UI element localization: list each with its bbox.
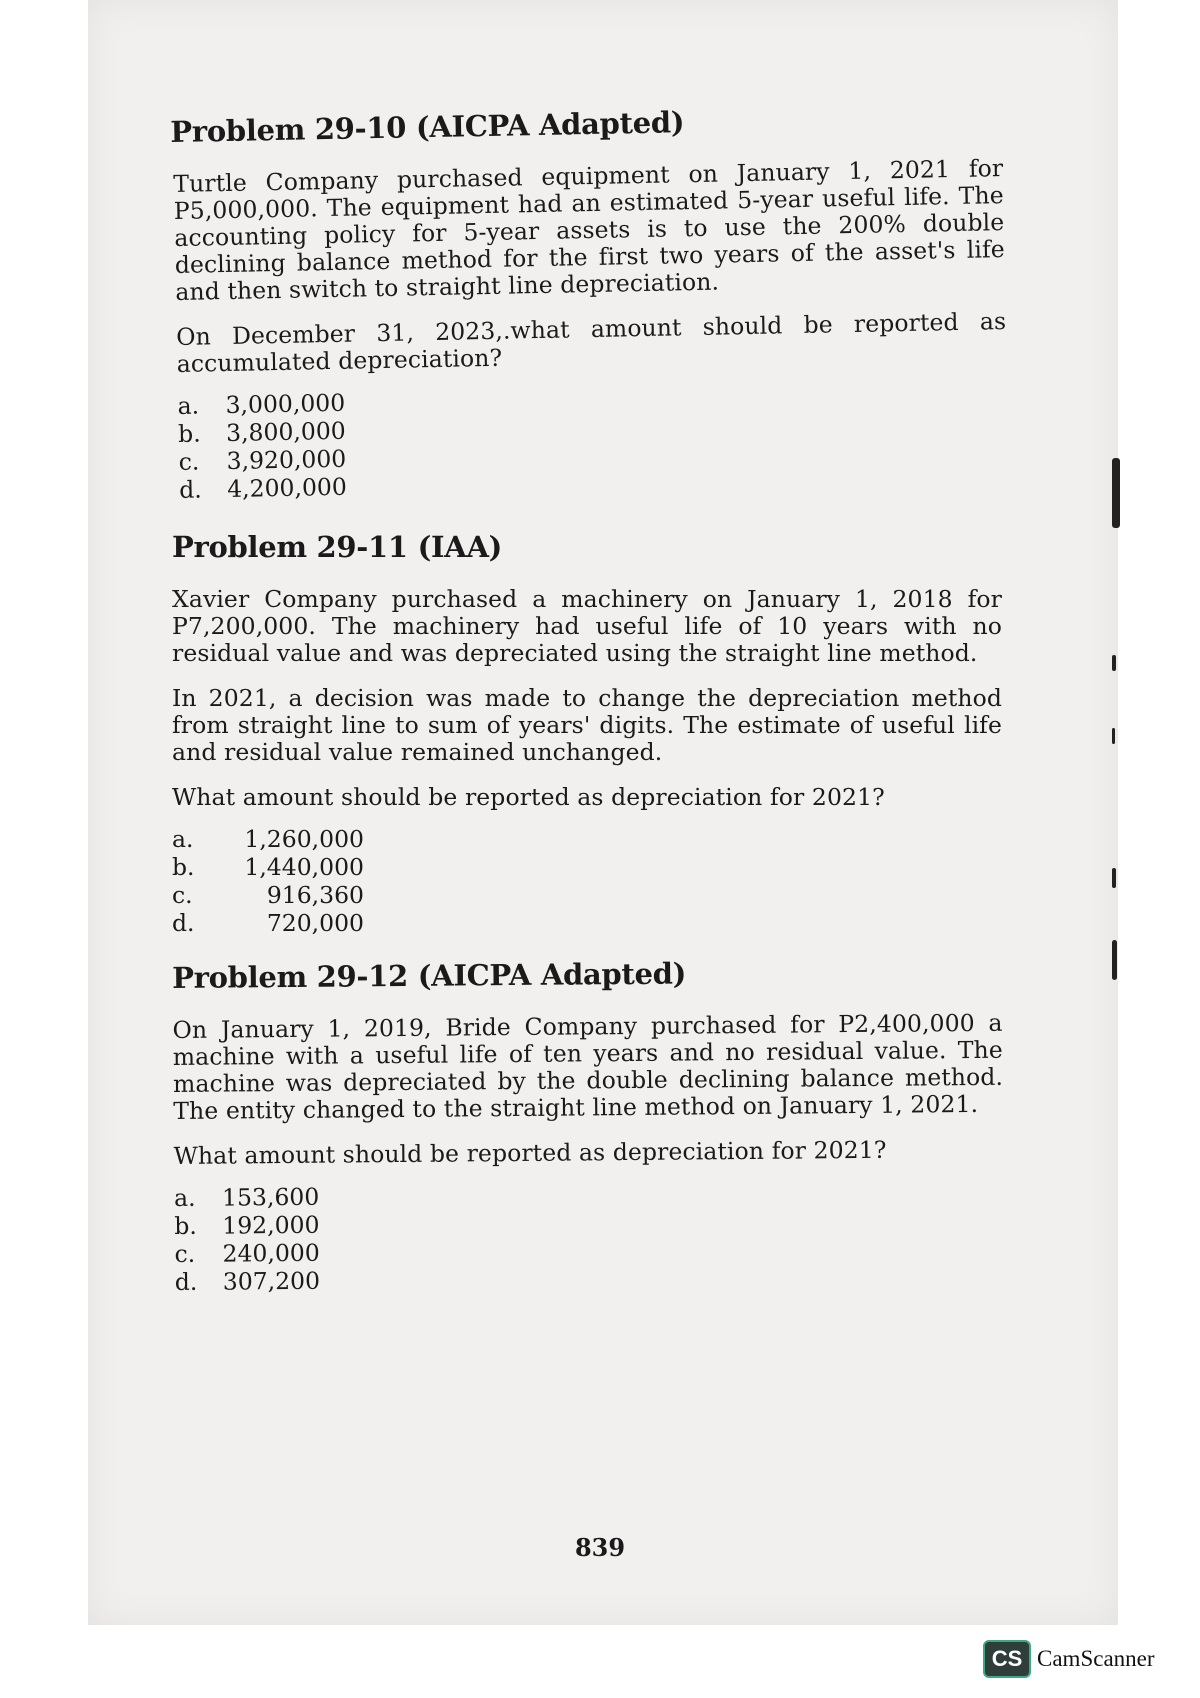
problem-29-12: [172, 954, 1005, 1296]
camscanner-logo-icon: CS: [983, 1640, 1031, 1678]
problem-29-11: [172, 530, 1002, 937]
problem-statement-2: In 2021, a decision was made to change the depreciation method from straight line to sum of years' digits. The estimate of useful life and residual value remained unchanged.: [172, 684, 1002, 766]
choice-letter: b.: [177, 419, 201, 448]
choice-letter: d.: [172, 909, 195, 937]
choice-value: 3,800,000: [225, 416, 346, 448]
binding-shadow-mark: [1112, 655, 1116, 671]
problem-title: Problem 29-10 (AICPA Adapted): [170, 105, 685, 150]
choice-value: 3,920,000: [226, 444, 347, 476]
answer-choices: [177, 376, 1009, 504]
problem-title: Problem 29-11 (IAA): [172, 530, 503, 564]
problem-question: What amount should be reported as depreciation for 2021?: [172, 783, 885, 811]
camscanner-label: CamScanner: [1037, 1646, 1155, 1671]
answer-choice-d: [172, 909, 1002, 937]
answer-choices: [172, 825, 1002, 937]
answer-choice-b: [172, 853, 1002, 881]
answer-choice-c: [172, 881, 1002, 909]
binding-shadow-mark: [1112, 940, 1117, 980]
choice-value: 153,600: [221, 1182, 320, 1212]
choice-letter: b.: [172, 853, 195, 881]
choice-value: 3,000,000: [225, 388, 346, 420]
choice-letter: d.: [178, 475, 202, 504]
answer-choice-a: [172, 825, 1002, 853]
choice-letter: c.: [172, 881, 193, 909]
choice-value: 192,000: [222, 1210, 320, 1240]
problem-statement: On January 1, 2019, Bride Company purchased for P2,400,000 a machine with a useful life of ten years and no residual value. The machine was depreciated by the double declining balance method. The entity changed to the straight line method on January 1, 2021.: [172, 1008, 1004, 1125]
choice-letter: a.: [177, 391, 200, 420]
problem-statement: Turtle Company purchased equipment on January 1, 2021 for P5,000,000. The equipment had an estimated 5-year useful life. The accounting policy for 5-year assets is to use the 200% double declining balance method for the first two years of the asset's life and then switch to straight line depreciation.: [173, 154, 1005, 306]
choice-letter: a.: [172, 825, 194, 853]
choice-letter: c.: [174, 1239, 196, 1268]
choice-letter: c.: [178, 447, 200, 476]
page-number: 839: [574, 1533, 626, 1562]
choice-letter: b.: [174, 1211, 197, 1240]
binding-shadow-mark: [1112, 728, 1115, 744]
binding-shadow-mark: [1112, 868, 1116, 888]
camscanner-watermark: [983, 1640, 1155, 1678]
choice-value: 720,000: [266, 909, 364, 937]
problem-question: What amount should be reported as depreciation for 2021?: [173, 1135, 887, 1170]
problem-statement: Xavier Company purchased a machinery on January 1, 2018 for P7,200,000. The machinery had useful life of 10 years with no residual value and was depreciated using the straight line method.: [172, 585, 1002, 667]
answer-choices: [174, 1177, 1005, 1296]
choice-letter: d.: [174, 1267, 198, 1296]
choice-value: 4,200,000: [226, 472, 348, 504]
binding-shadow-mark: [1112, 458, 1120, 528]
problem-title: Problem 29-12 (AICPA Adapted): [172, 956, 687, 995]
choice-value: 240,000: [222, 1238, 320, 1268]
choice-value: 916,360: [266, 881, 364, 909]
choice-value: 1,440,000: [244, 853, 364, 881]
page-content: [170, 105, 1007, 1320]
problem-question: On December 31, 2023,.what amount should be reported as accumulated depreciation?: [175, 307, 1007, 378]
answer-choice-d: [175, 1261, 1005, 1296]
choice-value: 307,200: [222, 1266, 321, 1296]
choice-letter: a.: [173, 1183, 196, 1212]
choice-value: 1,260,000: [244, 825, 364, 853]
problem-29-10: [172, 99, 1009, 504]
